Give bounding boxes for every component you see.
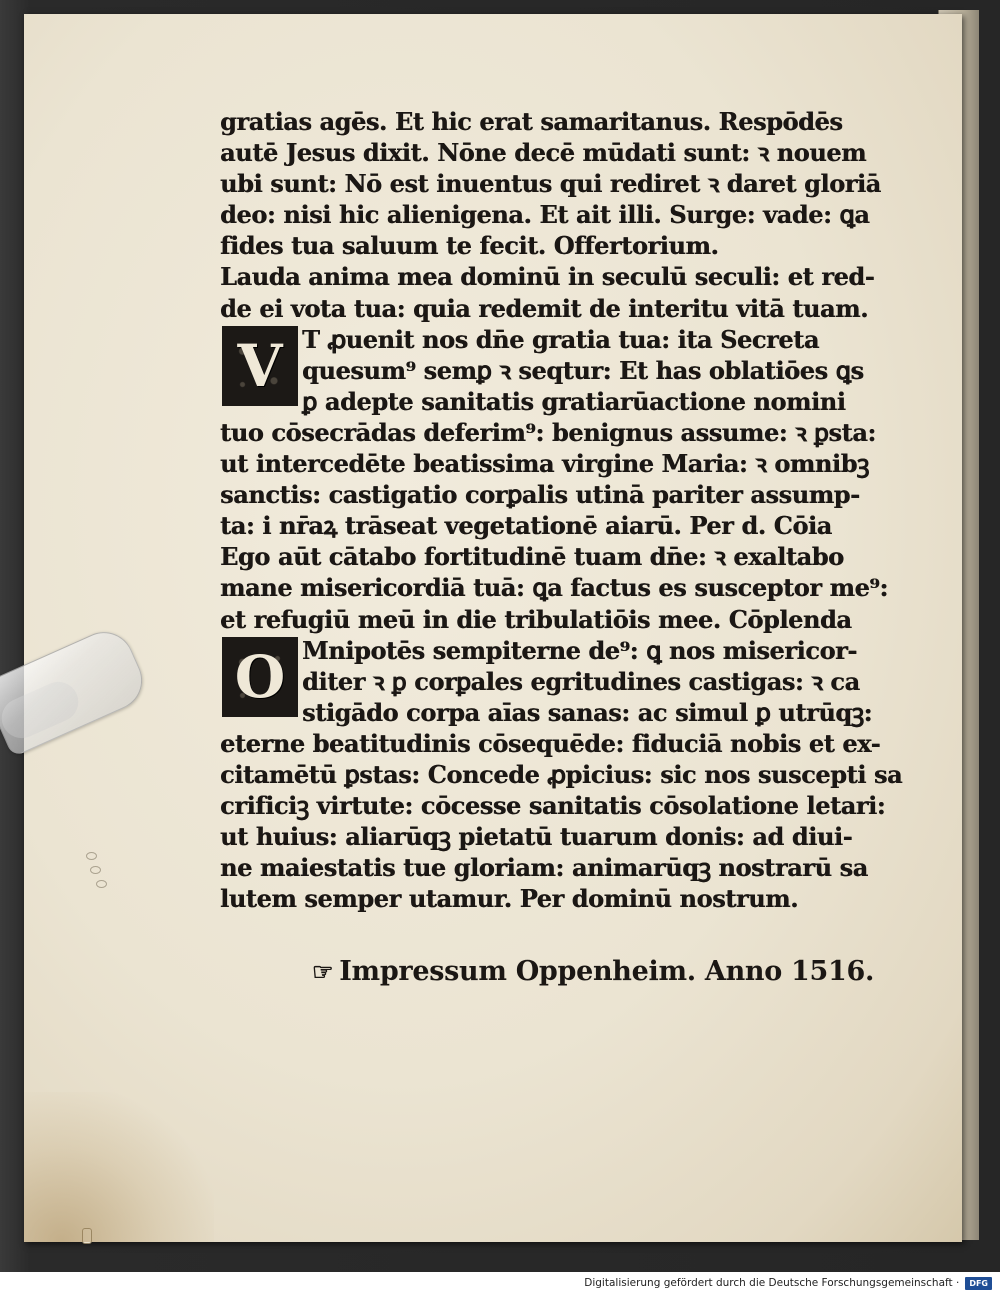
- initial-o-letter: O: [234, 643, 286, 711]
- text-line: quesum⁹ semꝑ ꝛ seqtur: Et has oblatiōes ꝗs: [302, 355, 864, 385]
- dfg-logo-icon: DFG: [965, 1277, 992, 1290]
- pointing-hand-icon: ☞: [312, 957, 334, 986]
- footer-credit: Digitalisierung gefördert durch die Deutsche Forschungsgemeinschaft ·: [584, 1277, 960, 1289]
- book-page: [24, 14, 962, 1242]
- text-line: gratias agēs. Et hic erat samaritanus. Respōdēs: [220, 107, 843, 136]
- text-line: ubi sunt: Nō est inuentus qui rediret ꝛ daret gloriā: [220, 169, 881, 199]
- text-line: et refugiū meū in die tribulatiōis mee. Cōplenda: [220, 604, 852, 634]
- text-line: autē Jesus dixit. Nōne decē mūdati sunt: ꝛ nouem: [220, 138, 867, 168]
- text-line: Lauda anima mea dominū in seculū seculi: et red-: [220, 262, 875, 292]
- hole-mark: [90, 866, 101, 874]
- text-line: T ꝓuenit nos dn̄e gratia tua: ita Secreta: [302, 324, 819, 354]
- hole-mark: [96, 880, 107, 888]
- text-line: ta: i nr̄aꝝ trāseat vegetationē aiarū. Per d. Cōia: [220, 511, 832, 541]
- text-line: diter ꝛ ꝑ corꝑales egritudines castigas: ꝛ ca: [302, 666, 860, 696]
- text-line: ut huius: aliarūqꝫ pietatū tuarum donis: ad diui-: [220, 822, 853, 852]
- text-line: eterne beatitudinis cōsequēde: fiduciā nobis et ex-: [220, 728, 881, 758]
- text-line: Ego aūt cātabo fortitudinē tuam dn̄e: ꝛ exaltabo: [220, 542, 844, 572]
- text-line: ꝑ adepte sanitatis gratiarūactione nomini: [302, 386, 846, 416]
- text-line: ut intercedēte beatissima virgine Maria: ꝛ omnibꝫ: [220, 449, 869, 479]
- text-line: crificiꝫ virtute: cōcesse sanitatis cōsolatione letari:: [220, 791, 886, 821]
- colophon: [312, 956, 875, 987]
- text-line: stigādo corpa aīas sanas: ac simul ꝑ utrūqꝫ:: [302, 697, 873, 727]
- decorated-initial-o: [222, 637, 298, 717]
- colophon-text: Impressum Oppenheim. Anno 1516.: [339, 956, 875, 987]
- text-line: lutem semper utamur. Per dominū nostrum.: [220, 884, 799, 914]
- initial-v-letter: V: [237, 332, 283, 400]
- main-text: [220, 106, 903, 914]
- text-line: ne maiestatis tue gloriam: animarūqꝫ nostrarū sa: [220, 853, 868, 883]
- footer-bar: [0, 1272, 1000, 1294]
- text-line: Mnipotēs sempiterne de⁹: ꝗ nos misericor-: [302, 635, 857, 665]
- decorated-initial-v: [222, 326, 298, 406]
- text-line: deo: nisi hic alienigena. Et ait illi. Surge: vade: ꝗa: [220, 200, 870, 230]
- text-line: mane misericordiā tuā: ꝗa factus es susceptor me⁹:: [220, 573, 888, 603]
- text-line: de ei vota tua: quia redemit de interitu vitā tuam.: [220, 293, 869, 323]
- text-line: sanctis: castigatio corꝑalis utinā pariter assump-: [220, 480, 860, 510]
- text-line: tuo cōsecrādas deferim⁹: benignus assume: ꝛ ꝑsta:: [220, 417, 876, 447]
- text-line: citamētū ꝑstas: Concede ꝓpicius: sic nos suscepti sa: [220, 759, 903, 789]
- paper-tear: [82, 1228, 92, 1244]
- hole-mark: [86, 852, 97, 860]
- text-line: fides tua saluum te fecit. Offertorium.: [220, 231, 719, 261]
